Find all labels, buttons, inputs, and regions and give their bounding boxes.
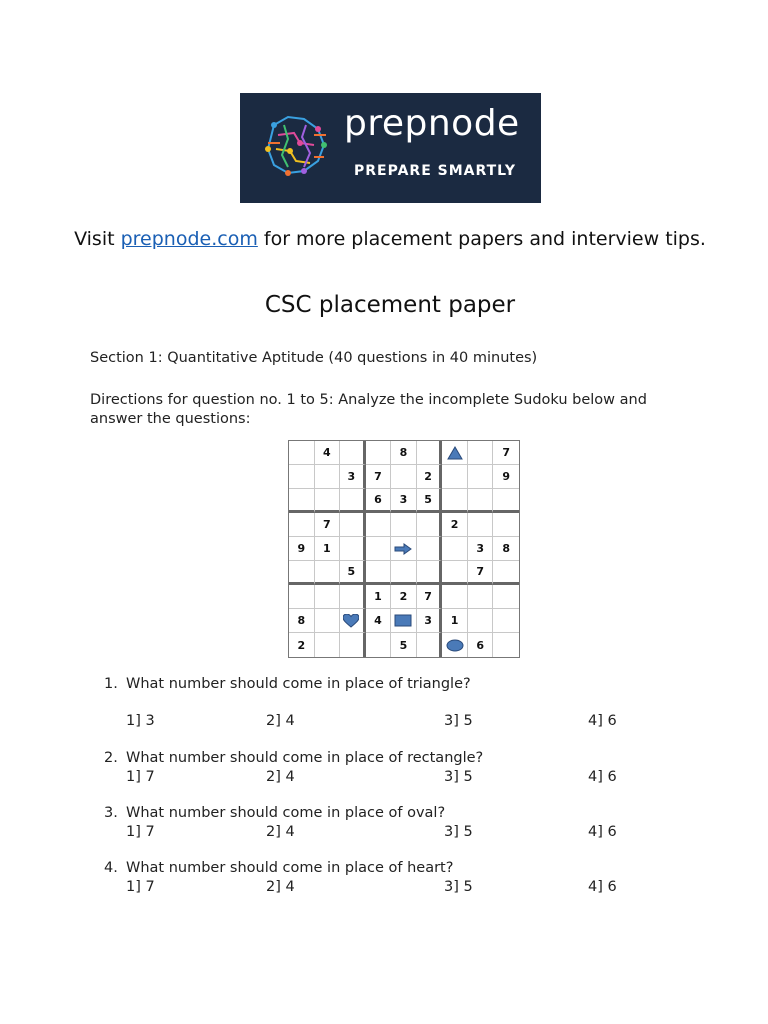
- sudoku-cell-value: 5: [399, 638, 408, 652]
- question-4-option-4: 4] 6: [588, 879, 617, 895]
- sudoku-cell: [442, 537, 468, 561]
- sudoku-cell-value: 9: [297, 542, 306, 555]
- sudoku-cell: [493, 537, 519, 561]
- sudoku-cell: [366, 489, 392, 513]
- sudoku-cell: [417, 609, 443, 633]
- sudoku-cell-value: 2: [424, 470, 432, 483]
- arrow-icon: [394, 543, 412, 555]
- sudoku-cell: [468, 561, 494, 585]
- question-2-option-2: 2] 4: [266, 769, 295, 785]
- sudoku-cell: [442, 513, 468, 537]
- question-text: What number should come in place of rectangle?: [126, 750, 484, 766]
- sudoku-cell-rectangle: [391, 609, 417, 633]
- sudoku-cell: [289, 609, 315, 633]
- question-1-option-3: 3] 5: [444, 713, 473, 729]
- sudoku-cell: [442, 465, 468, 489]
- sudoku-cell: [315, 609, 341, 633]
- sudoku-cell: [340, 441, 366, 465]
- sudoku-cell: [340, 465, 366, 489]
- sudoku-cell-value: 5: [347, 565, 356, 578]
- sudoku-cell: [366, 513, 392, 537]
- visit-prefix: Visit: [74, 228, 121, 250]
- prepnode-link[interactable]: prepnode.com: [120, 228, 258, 250]
- question-number: 2.: [104, 750, 118, 766]
- sudoku-cell: [417, 489, 443, 513]
- sudoku-cell: [315, 513, 341, 537]
- triangle-icon: [447, 446, 463, 460]
- directions-text: Directions for question no. 1 to 5: Analyze the incomplete Sudoku below and answer the questions:: [90, 392, 647, 427]
- sudoku-cell: [468, 465, 494, 489]
- sudoku-cell: [366, 585, 392, 609]
- sudoku-cell: [289, 513, 315, 537]
- sudoku-cell: [289, 561, 315, 585]
- sudoku-cell-value: 7: [502, 446, 511, 459]
- question-1-option-1: 1] 3: [126, 713, 155, 729]
- sudoku-cell: [468, 609, 494, 633]
- sudoku-cell: [315, 441, 341, 465]
- sudoku-cell: [493, 609, 519, 633]
- sudoku-cell: [340, 633, 366, 657]
- rectangle-icon: [394, 614, 412, 627]
- sudoku-cell-value: 8: [297, 614, 306, 627]
- visit-line: [0, 227, 768, 251]
- sudoku-cell: [366, 561, 392, 585]
- sudoku-cell: [417, 633, 443, 657]
- prepnode-logo: [240, 93, 541, 203]
- sudoku-cell-value: 1: [450, 614, 459, 627]
- sudoku-cell: [391, 465, 417, 489]
- sudoku-cell: [493, 441, 519, 465]
- sudoku-cell: [366, 441, 392, 465]
- sudoku-cell: [493, 633, 519, 657]
- sudoku-cell: [391, 441, 417, 465]
- sudoku-cell: [417, 585, 443, 609]
- sudoku-cell: [289, 585, 315, 609]
- sudoku-cell: [340, 489, 366, 513]
- sudoku-cell: [468, 537, 494, 561]
- sudoku-cell: [493, 513, 519, 537]
- heart-icon: [343, 614, 359, 628]
- sudoku-cell: [340, 513, 366, 537]
- section-heading: Section 1: Quantitative Aptitude (40 questions in 40 minutes): [90, 350, 538, 366]
- sudoku-grid: [288, 440, 520, 658]
- sudoku-cell-value: 7: [374, 470, 382, 483]
- sudoku-cell: [289, 489, 315, 513]
- sudoku-cell-value: 3: [347, 470, 356, 483]
- sudoku-cell-value: 7: [323, 518, 331, 531]
- question-4-option-3: 3] 5: [444, 879, 473, 895]
- sudoku-cell-value: 7: [476, 565, 484, 578]
- sudoku-cell: [366, 465, 392, 489]
- sudoku-cell-value: 5: [424, 493, 432, 506]
- sudoku-cell: [391, 585, 417, 609]
- sudoku-cell-value: 4: [374, 614, 382, 627]
- sudoku-cell: [442, 585, 468, 609]
- sudoku-cell: [289, 537, 315, 561]
- logo-tagline: PREPARE SMARTLY: [354, 163, 517, 179]
- sudoku-cell: [315, 561, 341, 585]
- sudoku-cell-arrow: [391, 537, 417, 561]
- sudoku-cell: [366, 537, 392, 561]
- brain-circuit-icon: [254, 105, 338, 189]
- sudoku-cell-value: 3: [399, 493, 408, 506]
- question-3-option-1: 1] 7: [126, 824, 155, 840]
- sudoku-cell: [366, 609, 392, 633]
- sudoku-cell: [493, 585, 519, 609]
- sudoku-cell-value: 2: [297, 638, 306, 652]
- sudoku-cell-triangle: [442, 441, 468, 465]
- sudoku-cell-value: 1: [374, 590, 382, 603]
- question-2-option-3: 3] 5: [444, 769, 473, 785]
- sudoku-cell: [442, 609, 468, 633]
- sudoku-cell: [493, 561, 519, 585]
- sudoku-cell: [340, 537, 366, 561]
- visit-suffix: for more placement papers and interview tips.: [257, 228, 706, 250]
- question-number: 4.: [104, 860, 118, 876]
- sudoku-cell: [493, 465, 519, 489]
- sudoku-cell-value: 4: [323, 446, 331, 459]
- sudoku-cell: [315, 585, 341, 609]
- sudoku-cell: [340, 561, 366, 585]
- question-text: What number should come in place of oval?: [126, 805, 446, 821]
- sudoku-cell: [315, 537, 341, 561]
- sudoku-cell: [417, 537, 443, 561]
- sudoku-cell-value: 8: [399, 446, 408, 459]
- sudoku-cell: [391, 633, 417, 657]
- sudoku-cell: [289, 441, 315, 465]
- sudoku-cell: [289, 465, 315, 489]
- sudoku-cell: [417, 441, 443, 465]
- logo-brand-name: prepnode: [344, 103, 520, 144]
- sudoku-cell: [391, 513, 417, 537]
- page-title: CSC placement paper: [264, 292, 516, 318]
- sudoku-cell: [417, 513, 443, 537]
- sudoku-cell-value: 2: [450, 518, 459, 531]
- question-number: 3.: [104, 805, 118, 821]
- sudoku-cell: [315, 633, 341, 657]
- sudoku-cell: [315, 465, 341, 489]
- sudoku-cell: [340, 585, 366, 609]
- question-4-option-1: 1] 7: [126, 879, 155, 895]
- sudoku-cell: [468, 441, 494, 465]
- sudoku-cell: [289, 633, 315, 657]
- question-number: 1.: [104, 676, 118, 692]
- question-text: What number should come in place of triangle?: [126, 676, 471, 692]
- question-text: What number should come in place of heart?: [126, 860, 454, 876]
- oval-icon: [446, 639, 464, 652]
- question-1-option-2: 2] 4: [266, 713, 295, 729]
- sudoku-cell: [468, 513, 494, 537]
- sudoku-cell-value: 9: [502, 470, 511, 483]
- sudoku-cell: [442, 561, 468, 585]
- sudoku-cell: [442, 489, 468, 513]
- question-1-option-4: 4] 6: [588, 713, 617, 729]
- sudoku-cell-value: 6: [476, 638, 484, 652]
- sudoku-cell-value: 1: [323, 542, 331, 555]
- sudoku-cell-oval: [442, 633, 468, 657]
- sudoku-cell: [315, 489, 341, 513]
- sudoku-cell-value: 7: [424, 590, 432, 603]
- sudoku-cell-value: 8: [502, 542, 511, 555]
- question-2-option-1: 1] 7: [126, 769, 155, 785]
- sudoku-cell: [391, 561, 417, 585]
- sudoku-cell: [391, 489, 417, 513]
- question-3-option-3: 3] 5: [444, 824, 473, 840]
- sudoku-cell-heart: [340, 609, 366, 633]
- sudoku-cell-value: 6: [374, 493, 382, 506]
- sudoku-cell-value: 2: [399, 590, 408, 603]
- sudoku-cell: [468, 633, 494, 657]
- question-3-option-4: 4] 6: [588, 824, 617, 840]
- question-2-option-4: 4] 6: [588, 769, 617, 785]
- sudoku-cell: [468, 585, 494, 609]
- sudoku-cell: [417, 561, 443, 585]
- sudoku-cell-value: 3: [476, 542, 484, 555]
- question-4-option-2: 2] 4: [266, 879, 295, 895]
- sudoku-cell: [468, 489, 494, 513]
- sudoku-cell: [417, 465, 443, 489]
- question-3-option-2: 2] 4: [266, 824, 295, 840]
- sudoku-cell-value: 3: [424, 614, 432, 627]
- sudoku-cell: [493, 489, 519, 513]
- sudoku-cell: [366, 633, 392, 657]
